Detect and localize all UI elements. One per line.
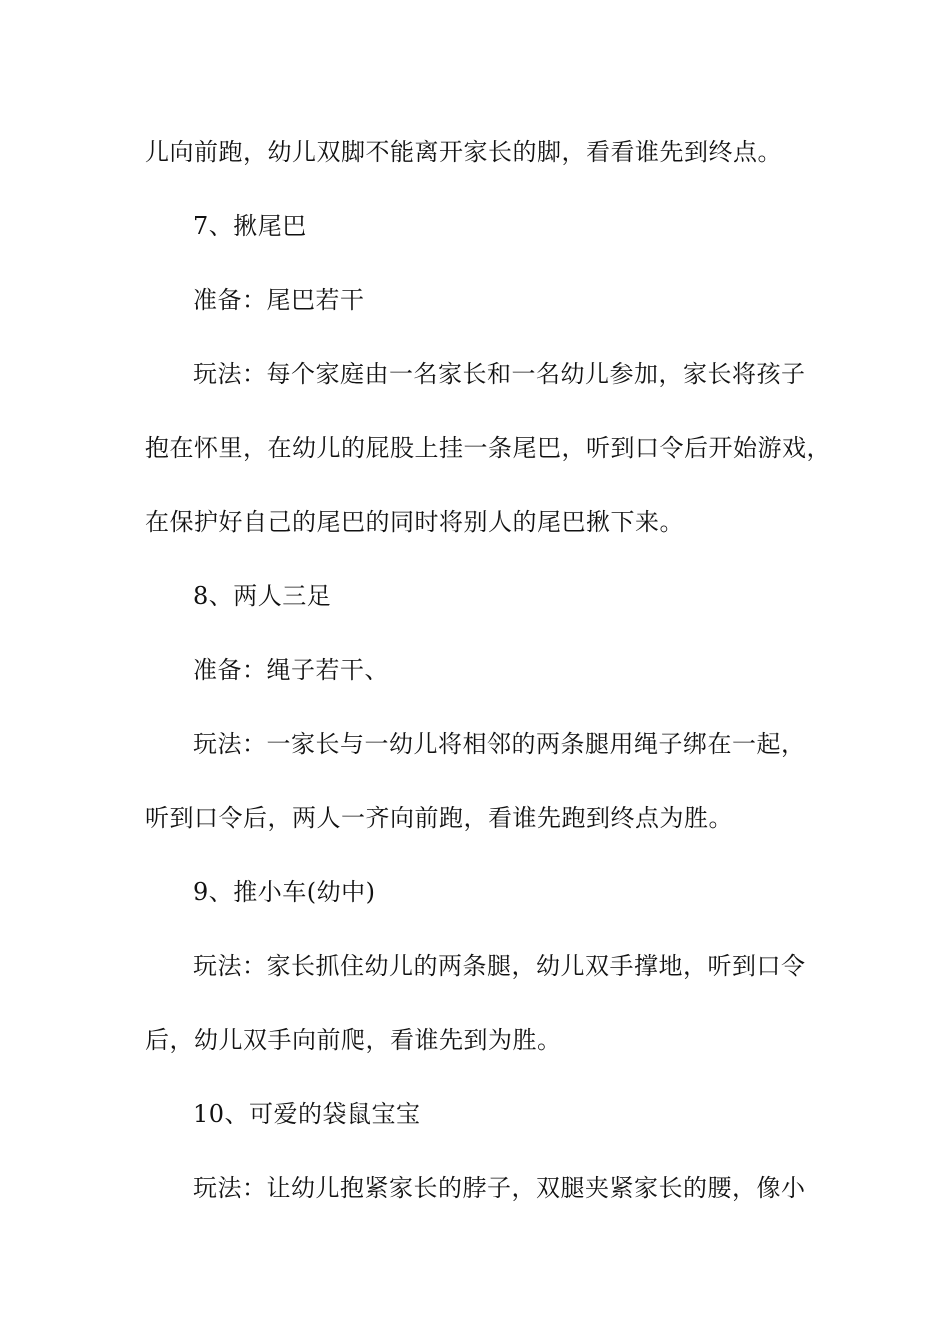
paragraph-line: 在保护好自己的尾巴的同时将别人的尾巴揪下来。 [145,508,684,536]
section-heading: 8、两人三足 [193,582,332,610]
paragraph-line: 听到口令后，两人一齐向前跑，看谁先跑到终点为胜。 [145,804,733,832]
section-heading: 10、可爱的袋鼠宝宝 [193,1100,421,1128]
paragraph-line: 玩法：每个家庭由一名家长和一名幼儿参加，家长将孩子 [193,360,806,388]
paragraph-line: 抱在怀里，在幼儿的屁股上挂一条尾巴，听到口令后开始游戏， [145,434,831,462]
paragraph-line: 后，幼儿双手向前爬，看谁先到为胜。 [145,1026,562,1054]
paragraph-line: 玩法：一家长与一幼儿将相邻的两条腿用绳子绑在一起， [193,730,806,758]
paragraph-line: 准备：绳子若干、 [193,656,389,684]
paragraph-line: 准备：尾巴若干 [193,286,365,314]
paragraph-line: 儿向前跑，幼儿双脚不能离开家长的脚，看看谁先到终点。 [145,138,782,166]
paragraph-line: 玩法：家长抓住幼儿的两条腿，幼儿双手撑地，听到口令 [193,952,806,980]
paragraph-line: 玩法：让幼儿抱紧家长的脖子，双腿夹紧家长的腰，像小 [193,1174,806,1202]
section-heading: 9、推小车(幼中) [193,878,376,906]
section-heading: 7、揪尾巴 [193,212,307,240]
